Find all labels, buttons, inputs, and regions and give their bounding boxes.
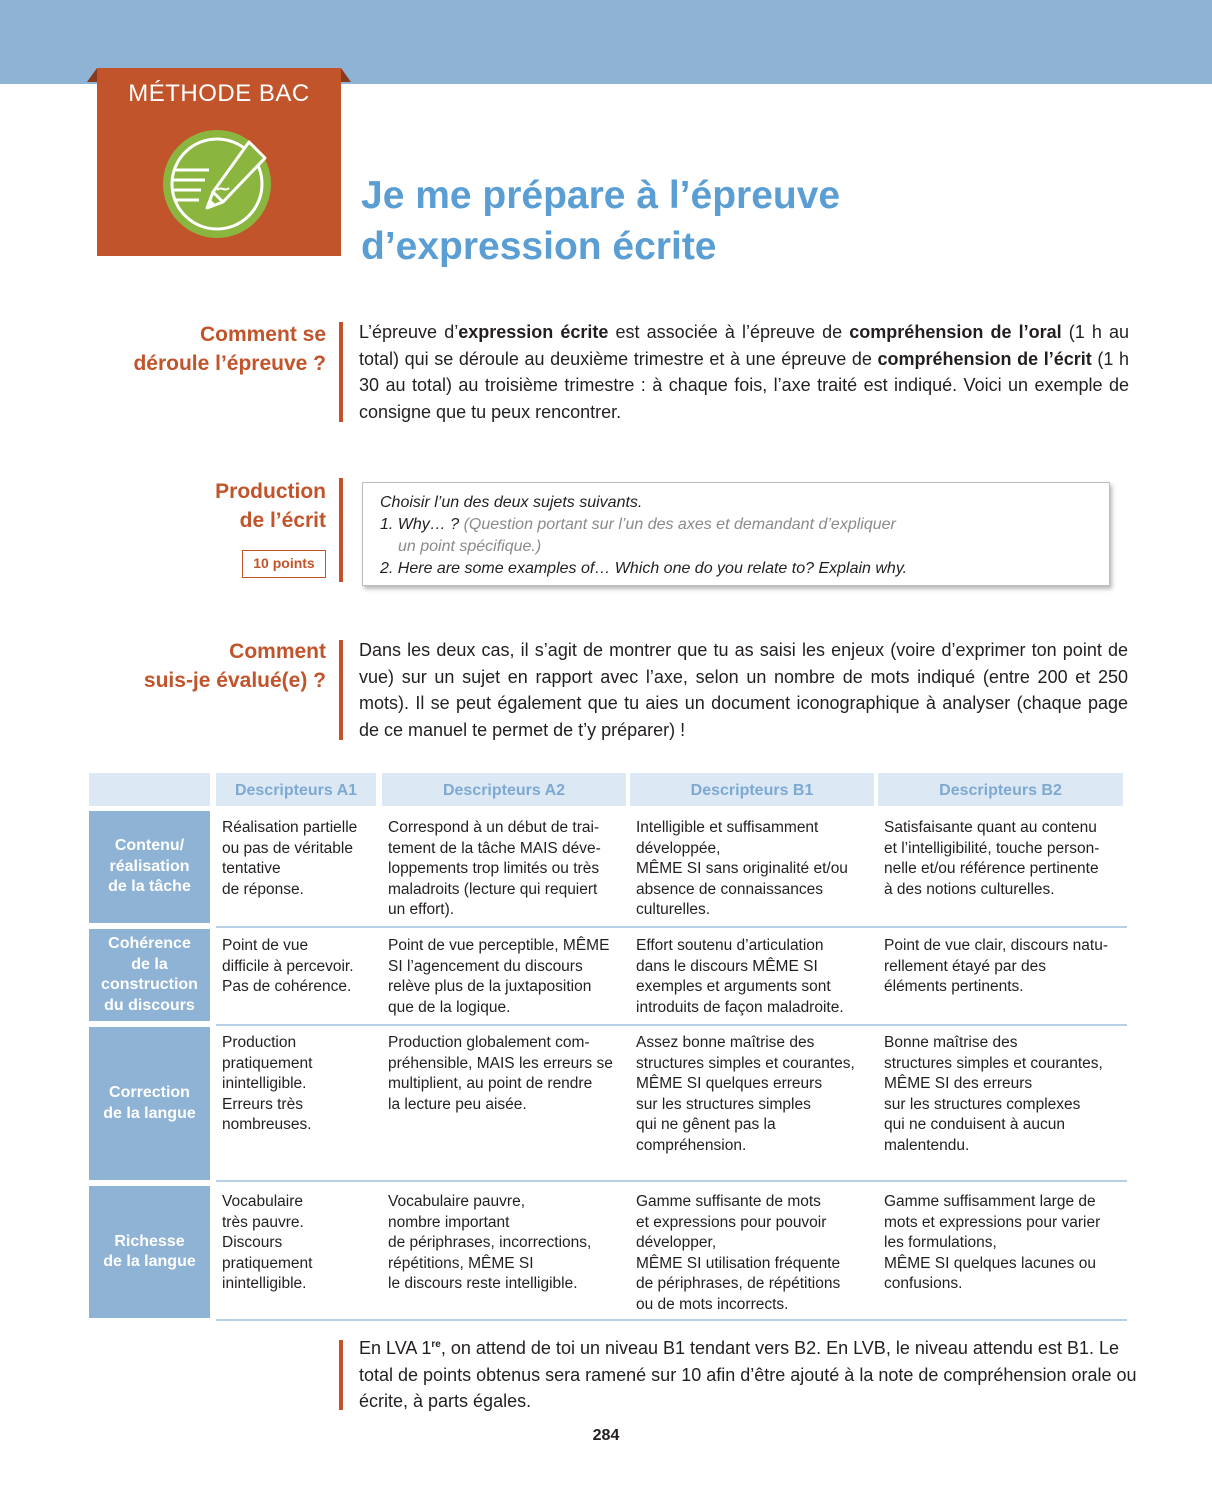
row-separator bbox=[216, 1319, 1127, 1321]
section-divider-bar bbox=[339, 640, 343, 740]
cell-line: ou de mots incorrects. bbox=[636, 1295, 789, 1313]
cell-line: Production globalement com- bbox=[388, 1034, 590, 1051]
note-superscript: re bbox=[431, 1339, 441, 1350]
cell-line: SI l’agencement du discours bbox=[388, 957, 583, 975]
cell-line: sur les structures simples bbox=[636, 1095, 811, 1113]
task-intro: Choisir l’un des deux sujets suivants. bbox=[380, 494, 643, 511]
cell-line: MÊME SI sans originalité et/ou bbox=[636, 860, 848, 877]
heading-line: Comment bbox=[229, 640, 326, 663]
cell-line: le discours reste intelligible. bbox=[388, 1275, 578, 1292]
row-header-line: Contenu/ bbox=[114, 837, 185, 855]
cell-line: tement de la tâche MAIS déve- bbox=[388, 839, 601, 857]
cell-line: Discours bbox=[222, 1234, 283, 1251]
cell-line: Gamme suffisante de mots bbox=[636, 1193, 821, 1210]
cell-line: et expressions pour pouvoir bbox=[636, 1213, 827, 1231]
text-run: (1 h 30 au total) au troisième trimestre : à chaque fois, l’axe traité est indiqué. Voici un exemple de consigne que tu peux rencontrer. bbox=[359, 348, 1129, 422]
cell-line: Satisfaisante quant au contenu bbox=[884, 819, 1097, 836]
bold-run: compréhension de l’oral bbox=[849, 322, 1062, 342]
section-heading-evaluation bbox=[26, 637, 326, 695]
row-header-line: de la tâche bbox=[108, 878, 191, 896]
table-corner-cell bbox=[89, 773, 210, 806]
cell-line: Intelligible et suffisamment bbox=[636, 819, 819, 836]
row-header-line: Correction bbox=[109, 1084, 190, 1101]
row-header-line: du discours bbox=[104, 996, 195, 1014]
cell-line: Vocabulaire bbox=[222, 1193, 304, 1210]
heading-line: de l’écrit bbox=[239, 509, 326, 532]
note-text: En LVA 1 bbox=[359, 1338, 432, 1358]
cell-line: dans le discours MÊME SI bbox=[636, 957, 818, 975]
table-cell bbox=[636, 1192, 880, 1315]
cell-line: de périphrases, incorrections, bbox=[388, 1234, 592, 1251]
cell-line: culturelles. bbox=[636, 901, 711, 918]
note-divider-bar bbox=[339, 1340, 343, 1410]
cell-line: Point de vue bbox=[222, 937, 309, 954]
row-separator bbox=[216, 926, 1127, 928]
cell-line: Réalisation partielle bbox=[222, 819, 358, 836]
badge-fold-left bbox=[87, 68, 97, 82]
page-number: 284 bbox=[592, 1427, 620, 1444]
table-cell bbox=[636, 818, 880, 921]
row-separator bbox=[216, 1024, 1127, 1026]
cell-line: introduits de façon maladroite. bbox=[636, 998, 844, 1016]
cell-line: exemples et arguments sont bbox=[636, 978, 831, 995]
task-instructions-box bbox=[362, 482, 1110, 586]
cell-line: qui ne gênent pas la bbox=[636, 1116, 776, 1133]
cell-line: Pas de cohérence. bbox=[222, 978, 352, 995]
cell-line: nombre important bbox=[388, 1213, 510, 1231]
points-badge: 10 points bbox=[242, 550, 326, 578]
row-header-line: réalisation bbox=[109, 857, 190, 875]
cell-line: un effort). bbox=[388, 901, 455, 918]
column-header-b2: Descripteurs B2 bbox=[878, 773, 1123, 806]
cell-line: MÊME SI des erreurs bbox=[884, 1075, 1033, 1092]
heading-line: Production bbox=[215, 480, 326, 503]
cell-line: loppements trop limités ou très bbox=[388, 860, 600, 877]
table-cell bbox=[388, 818, 632, 921]
row-header-line: de la bbox=[131, 955, 168, 973]
cell-line: structures simples et courantes, bbox=[636, 1054, 855, 1072]
cell-line: développée, bbox=[636, 839, 721, 857]
table-cell bbox=[222, 1192, 377, 1295]
cell-line: pratiquement bbox=[222, 1054, 313, 1072]
table-cell bbox=[884, 936, 1128, 998]
title-line-2: d’expression écrite bbox=[361, 225, 717, 268]
cell-line: que de la logique. bbox=[388, 998, 511, 1016]
cell-line: maladroits (lecture qui requiert bbox=[388, 880, 598, 898]
cell-line: Point de vue perceptible, MÊME bbox=[388, 937, 610, 954]
column-header-a2: Descripteurs A2 bbox=[382, 773, 626, 806]
cell-line: MÊME SI utilisation fréquente bbox=[636, 1254, 841, 1272]
bold-run: compréhension de l’écrit bbox=[877, 348, 1092, 369]
cell-line: Assez bonne maîtrise des bbox=[636, 1034, 815, 1051]
text-run: (1 h au total) qui se déroule au deuxième trimestre et à une épreuve de bbox=[359, 322, 1130, 369]
row-separator bbox=[216, 1180, 1127, 1182]
heading-line: Comment se bbox=[199, 323, 326, 346]
row-header-richesse bbox=[89, 1186, 210, 1318]
cell-line: à des notions culturelles. bbox=[884, 880, 1055, 898]
cell-line: confusions. bbox=[884, 1275, 963, 1292]
cell-line: préhensible, MAIS les erreurs se bbox=[388, 1054, 613, 1072]
cell-line: difficile à percevoir. bbox=[222, 957, 354, 975]
cell-line: nelle et/ou référence pertinente bbox=[884, 860, 1099, 877]
column-header-a1: Descripteurs A1 bbox=[216, 773, 376, 806]
methode-bac-badge bbox=[97, 68, 341, 256]
cell-line: répétitions, MÊME SI bbox=[388, 1254, 534, 1272]
cell-line: rellement étayé par des bbox=[884, 957, 1046, 975]
cell-line: structures simples et courantes, bbox=[884, 1054, 1103, 1072]
task-item-1 bbox=[380, 514, 1109, 536]
note-text: , on attend de toi un niveau B1 tendant vers B2. En LVB, le niveau attendu est B1. Le total de points obtenus sera ramené sur 10 afin d’être ajouté à la note de compréhension orale ou écrite, à parts égales. bbox=[359, 1338, 1137, 1411]
cell-line: malentendu. bbox=[884, 1136, 970, 1154]
cell-line: les formulations, bbox=[884, 1234, 997, 1251]
cell-line: Bonne maîtrise des bbox=[884, 1034, 1018, 1051]
page-title bbox=[361, 170, 1061, 272]
text-run: L’épreuve d’ bbox=[359, 322, 459, 342]
cell-line: Erreurs très bbox=[222, 1095, 303, 1113]
badge-label: MÉTHODE BAC bbox=[128, 80, 310, 107]
row-header-line: construction bbox=[101, 976, 198, 993]
row-header-contenu bbox=[89, 811, 210, 923]
cell-line: et l’intelligibilité, touche person- bbox=[884, 839, 1100, 857]
cell-line: compréhension. bbox=[636, 1136, 747, 1154]
section-heading-deroulement bbox=[26, 320, 326, 378]
task-item-2: 2. Here are some examples of… Which one do you relate to? Explain why. bbox=[380, 560, 908, 577]
cell-line: multiplient, au point de rendre bbox=[388, 1075, 593, 1092]
badge-fold-right bbox=[341, 68, 351, 82]
table-cell bbox=[388, 1192, 632, 1295]
row-header-line: Cohérence bbox=[108, 935, 191, 952]
cell-line: sur les structures complexes bbox=[884, 1095, 1081, 1113]
cell-line: pratiquement bbox=[222, 1254, 313, 1272]
cell-line: MÊME SI quelques erreurs bbox=[636, 1075, 823, 1092]
cell-line: inintelligible. bbox=[222, 1275, 307, 1292]
section-text-deroulement bbox=[359, 319, 1129, 425]
column-header-b1: Descripteurs B1 bbox=[630, 773, 874, 806]
cell-line: de périphrases, de répétitions bbox=[636, 1275, 841, 1292]
cell-line: nombreuses. bbox=[222, 1116, 312, 1133]
cell-line: absence de connaissances bbox=[636, 880, 823, 898]
row-header-coherence bbox=[89, 929, 210, 1021]
cell-line: qui ne conduisent à aucun bbox=[884, 1116, 1065, 1133]
closing-note bbox=[359, 1335, 1139, 1415]
section-text-evaluation: Dans les deux cas, il s’agit de montrer que tu as saisi les enjeux (voire d’exprimer ton point de vue) sur un sujet en rapport avec l’axe, selon un nombre de mots indiqué (entre 200 et 250 mots). Il se peut également que tu aies un document iconographique à analyser (chaque page de ce manuel te permet de t’y préparer) ! bbox=[359, 640, 1128, 740]
section-divider-bar bbox=[339, 322, 343, 422]
cell-line: de réponse. bbox=[222, 880, 304, 898]
row-header-line: de la langue bbox=[103, 1253, 196, 1270]
task-item-1-note-cont: un point spécifique.) bbox=[398, 538, 542, 555]
row-header-line: de la langue bbox=[103, 1104, 196, 1122]
table-cell bbox=[388, 936, 632, 1018]
cell-line: Point de vue clair, discours natu- bbox=[884, 937, 1109, 954]
table-cell bbox=[222, 936, 377, 998]
section-heading-production bbox=[26, 477, 326, 535]
task-item-1-note: (Question portant sur l’un des axes et demandant d’expliquer bbox=[463, 516, 896, 533]
cell-line: mots et expressions pour varier bbox=[884, 1213, 1101, 1231]
table-cell bbox=[884, 818, 1128, 900]
cell-line: relève plus de la juxtaposition bbox=[388, 978, 592, 995]
cell-line: tentative bbox=[222, 860, 281, 877]
cell-line: la lecture peu aisée. bbox=[388, 1095, 527, 1113]
task-item-1-text: 1. Why… ? bbox=[380, 516, 460, 533]
table-cell bbox=[222, 818, 377, 900]
cell-line: Effort soutenu d’articulation bbox=[636, 937, 824, 954]
table-cell bbox=[636, 936, 880, 1018]
row-header-correction bbox=[89, 1027, 210, 1180]
heading-line: suis-je évalué(e) ? bbox=[143, 669, 326, 692]
cell-line: très pauvre. bbox=[222, 1213, 304, 1231]
cell-line: Gamme suffisamment large de bbox=[884, 1193, 1096, 1210]
cell-line: Correspond à un début de trai- bbox=[388, 819, 600, 836]
section-divider-bar bbox=[339, 478, 343, 582]
bold-run: expression écrite bbox=[458, 322, 609, 342]
row-header-line: Richesse bbox=[114, 1232, 185, 1250]
table-cell bbox=[884, 1033, 1128, 1156]
table-cell bbox=[884, 1192, 1128, 1295]
table-cell bbox=[388, 1033, 632, 1115]
heading-line: déroule l’épreuve ? bbox=[133, 352, 326, 375]
cell-line: éléments pertinents. bbox=[884, 978, 1024, 995]
cell-line: Production bbox=[222, 1034, 297, 1051]
cell-line: inintelligible. bbox=[222, 1075, 307, 1092]
table-cell bbox=[222, 1033, 377, 1136]
cell-line: MÊME SI quelques lacunes ou bbox=[884, 1254, 1096, 1272]
table-cell bbox=[636, 1033, 880, 1156]
text-run: est associée à l’épreuve de bbox=[608, 322, 850, 342]
cell-line: développer, bbox=[636, 1234, 717, 1251]
pencil-writing-icon bbox=[161, 128, 273, 240]
title-line-1: Je me prépare à l’épreuve bbox=[361, 174, 841, 217]
cell-line: ou pas de véritable bbox=[222, 839, 353, 857]
cell-line: Vocabulaire pauvre, bbox=[388, 1193, 526, 1210]
